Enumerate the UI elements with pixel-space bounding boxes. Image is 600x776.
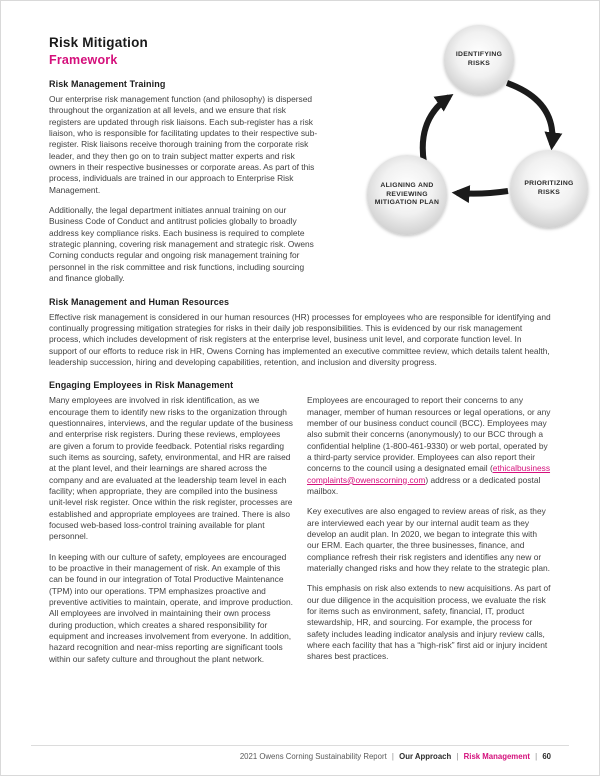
- page-title-main: Risk Mitigation: [49, 35, 149, 50]
- arrow-aligning-to-identifying-icon: [423, 97, 449, 163]
- page-title-sub: Framework: [49, 53, 118, 67]
- engaging-right-paragraph-1: [307, 395, 551, 497]
- engaging-left-paragraph-1: Many employees are involved in risk identification, as we encourage them to identify new risks to the organization through questionnaires, interviews, and the regular update of the business and enterprise risk registers. During these reviews, employees are given a forum to provide feedback. Potential risks regarding such items as sourcing, safety, environmental, and HR are raised at the plant level, and their learnings are shared across the company and are evaluated at the leadership team level in each facility; when appropriate, they are compiled into the business unit-level risk register. Once within the risk register, processes are established and appropriate employees are trained. There is also focused web-based loss-control training available for plant personnel.: [49, 395, 293, 542]
- diagram-node-label: IDENTIFYING RISKS: [455, 51, 503, 67]
- diagram-node-label: ALIGNING AND REVIEWING MITIGATION PLAN: [374, 181, 440, 207]
- engaging-right-paragraph-3: This emphasis on risk also extends to new acquisitions. As part of our due diligence in the acquisition process, we evaluate the risk for items such as environment, safety, financial, IT, product stewardship, HR, and sourcing. For example, the process for safety includes leading indicator analysis and injury review calls, where each facility that has a “high-risk” first aid or injury incident shares best practices.: [307, 583, 551, 662]
- training-paragraph-1: Our enterprise risk management function (and philosophy) is dispersed throughout the organization at all levels, and we ensure that risk registers are updated through risk liaisons. Each sub-register has a risk liaison, who is responsible for facilitating updates to their respective sub-register. Risk liaisons receive thorough training from the corporate risk leader, and they then go on to train subject matter experts and risk owners in their respective businesses or corporate areas. As part of this process, individuals are trained in our approach to Enterprise Risk Management.: [49, 94, 318, 195]
- report-concerns-text-end: ) address or a dedicated postal mailbox.: [307, 474, 541, 496]
- engaging-left-column: [49, 395, 293, 674]
- diagram-node-aligning-reviewing: [367, 155, 447, 235]
- footer-page-number: 60: [542, 752, 551, 761]
- diagram-node-identifying-risks: [444, 25, 514, 95]
- section-heading-human-resources: Risk Management and Human Resources: [49, 296, 230, 307]
- engaging-right-column: [307, 395, 551, 674]
- footer-separator: |: [535, 752, 538, 761]
- section-heading-training: Risk Management Training: [49, 79, 166, 89]
- report-concerns-text: Employees are encouraged to report their concerns to any manager, member of human resources or legal operations, or any member of our business conduct council (BCC). Employees may also submit their concerns (anonymously) to our BCC through a confidential helpline (1-800-461-9330) or web portal, operated by a third-party service provider. Employees can also report their concerns to the council using a designated email (: [307, 395, 551, 474]
- diagram-node-label: PRIORITIZING RISKS: [524, 180, 574, 196]
- arrow-prioritizing-to-aligning-icon: [457, 191, 508, 194]
- section-heading-engaging-employees: Engaging Employees in Risk Management: [49, 380, 234, 391]
- engaging-left-paragraph-2: In keeping with our culture of safety, employees are encouraged to be proactive in their management of risk. An example of this can be found in our integration of Total Productive Maintenance (TPM) into our operations. TPM emphasizes proactive and preventive activities to maintain, operate, and improve production. All employees are involved in maintaining their own process during production, which creates a shared responsibility for equipment and increases involvement from everyone. In addition, hazard recognition and near-miss reporting are significant tools within our safety culture and throughout the plant network.: [49, 551, 293, 664]
- page-footer: [31, 745, 569, 761]
- footer-breadcrumb-section: Our Approach: [399, 752, 452, 761]
- risk-cycle-diagram: [367, 21, 597, 236]
- training-paragraph-2: Additionally, the legal department initiates annual training on our Business Code of Conduct and antitrust policies globally to broadly address key compliance risks. Each business is required to complete strategic planning, covering risk management and strategic risk. Owens Corning conducts regular and ongoing risk management training for personnel in the risk committee and risk functions, including sourcing and finance globally.: [49, 205, 314, 284]
- footer-breadcrumb-subsection: Risk Management: [463, 752, 530, 761]
- arrow-identifying-to-prioritizing-icon: [507, 83, 552, 145]
- training-text-column: [49, 79, 319, 285]
- diagram-node-prioritizing-risks: [510, 150, 588, 228]
- footer-report-title: 2021 Owens Corning Sustainability Report: [239, 752, 387, 761]
- footer-separator: |: [391, 752, 394, 761]
- engaging-right-paragraph-2: Key executives are also engaged to review areas of risk, as they are interviewed each year by our internal audit team as they develop an audit plan. In 2020, we began to integrate this with our ERM. Each quarter, the three businesses, finance, and compliance refresh their risk registers and identifies any new or materially changed risks and how they relate to the strategic plan.: [307, 506, 551, 574]
- page-content: [1, 1, 599, 674]
- engaging-employees-columns: [49, 395, 551, 674]
- ethics-email-link[interactable]: ethicalbusinesscomplaints@owenscorning.com: [307, 463, 551, 485]
- human-resources-paragraph: Effective risk management is considered in our human resources (HR) processes for employees who are responsible for identifying and continually progressing mitigation strategies for risks in their daily job responsibilities. This is evidenced by our risk management process, which includes development of risk registers at the enterprise level, business unit level, and corporate function level. In support of our efforts to reduce risk in HR, Owens Corning has implemented an executive committee review, which details talent health, leadership succession, hiring and developing capabilities, retention, and inclusion and diversity progress.: [49, 311, 551, 367]
- footer-separator: |: [456, 752, 459, 761]
